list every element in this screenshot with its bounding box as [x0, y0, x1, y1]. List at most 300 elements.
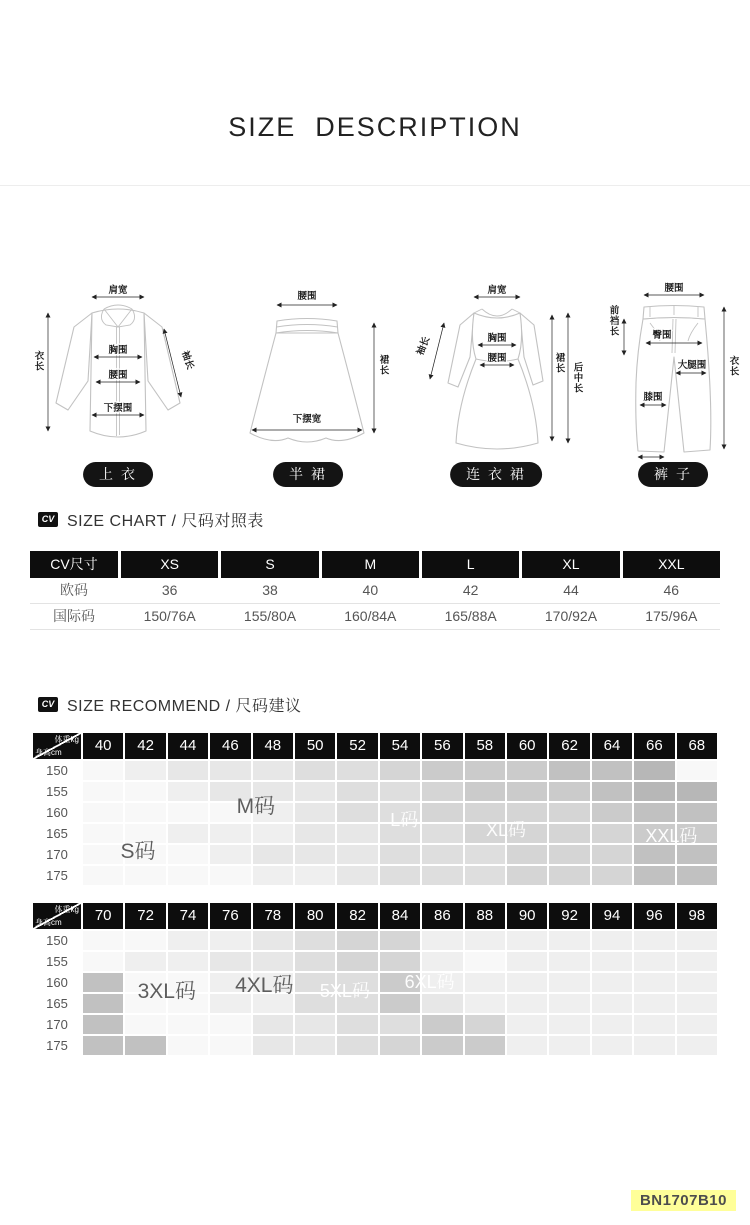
dress-skirt-length-label: 裙长: [553, 352, 565, 374]
garment-pill-top: 上 衣: [83, 462, 153, 487]
recommend-cell: [677, 782, 717, 801]
height-row-label: 155: [33, 952, 81, 971]
height-row-label: 175: [33, 1036, 81, 1055]
recommend-cell: [83, 761, 123, 780]
recommend-cell: [253, 761, 293, 780]
recommend-cell: [210, 845, 250, 864]
size-chart-row-label: 国际码: [53, 608, 95, 624]
weight-column-header: 88: [465, 903, 505, 929]
recommend-cell: [337, 803, 377, 822]
recommend-cell: [125, 782, 165, 801]
recommend-cell: [422, 1036, 462, 1055]
recommend-cell: [592, 845, 632, 864]
recommend-cell: [465, 824, 505, 843]
recommend-cell: [634, 1015, 674, 1034]
height-row-label: 175: [33, 866, 81, 885]
recommend-cell: [465, 845, 505, 864]
shirt-shoulder-label: 肩宽: [108, 285, 128, 296]
recommend-cell: [295, 1036, 335, 1055]
recommend-cell: [380, 866, 420, 885]
size-chart-cell: 42: [462, 582, 479, 598]
recommend-cell: [253, 931, 293, 950]
recommend-cell: [125, 994, 165, 1013]
size-chart-cell: 170/92A: [544, 608, 598, 624]
height-row-label: 160: [33, 973, 81, 992]
cv-brand-icon: CV: [38, 697, 58, 712]
recommend-cell: [83, 866, 123, 885]
recommend-cell: [592, 761, 632, 780]
recommend-cell: [677, 866, 717, 885]
size-chart-cell: 46: [663, 582, 680, 598]
weight-column-header: 92: [549, 903, 589, 929]
size-chart-cell: 40: [362, 582, 379, 598]
recommend-cell: [168, 973, 208, 992]
recommend-cell: [380, 931, 420, 950]
height-row-label: 170: [33, 1015, 81, 1034]
size-chart-cell: 155/80A: [243, 608, 297, 624]
recommend-cell: [337, 952, 377, 971]
height-row-label: 150: [33, 931, 81, 950]
weight-column-header: 84: [380, 903, 420, 929]
shirt-sleeve-label: 袖长: [179, 349, 196, 371]
recommend-cell: [465, 782, 505, 801]
weight-column-header: 94: [592, 903, 632, 929]
recommend-cell: [168, 782, 208, 801]
height-row-label: 165: [33, 994, 81, 1013]
cv-brand-icon: CV: [38, 512, 58, 527]
recommend-cell: [125, 1015, 165, 1034]
recommend-cell: [337, 824, 377, 843]
recommend-cell: [507, 973, 547, 992]
recommend-cell: [125, 761, 165, 780]
shirt-waist-label: 腰围: [108, 370, 128, 381]
recommend-cell: [422, 994, 462, 1013]
weight-column-header: 40: [83, 733, 123, 759]
recommend-cell: [677, 931, 717, 950]
corner-weight-label: 体重kg: [54, 735, 79, 744]
size-chart-row-label: 欧码: [60, 582, 88, 598]
recommend-cell: [380, 824, 420, 843]
recommend-cell: [380, 973, 420, 992]
recommend-cell: [422, 952, 462, 971]
weight-column-header: 78: [253, 903, 293, 929]
size-zone-label: 5XL码: [319, 980, 370, 1001]
height-row-label: 150: [33, 761, 81, 780]
recommend-grid-1: [33, 733, 717, 885]
recommend-cell: [380, 803, 420, 822]
recommend-cell: [253, 952, 293, 971]
recommend-cell: [507, 1015, 547, 1034]
recommend-cell: [380, 1036, 420, 1055]
recommend-cell: [465, 931, 505, 950]
height-row-label: 160: [33, 803, 81, 822]
recommend-cell: [549, 1036, 589, 1055]
recommend-cell: [168, 824, 208, 843]
weight-column-header: 70: [83, 903, 123, 929]
recommend-cell: [507, 952, 547, 971]
recommend-cell: [210, 866, 250, 885]
recommend-cell: [210, 761, 250, 780]
weight-column-header: 56: [422, 733, 462, 759]
recommend-cell: [549, 824, 589, 843]
recommend-cell: [295, 1015, 335, 1034]
shirt-bust-label: 胸围: [108, 345, 128, 356]
size-chart-column-header: XL: [522, 551, 619, 578]
recommend-cell: [465, 1015, 505, 1034]
size-zone-label: M码: [236, 795, 276, 819]
recommend-cell: [253, 782, 293, 801]
recommend-cell: [295, 994, 335, 1013]
recommend-cell: [380, 782, 420, 801]
weight-column-header: 66: [634, 733, 674, 759]
recommend-cell: [83, 782, 123, 801]
size-chart-section-header: [38, 508, 264, 531]
recommend-cell: [337, 994, 377, 1013]
pants-hip-label: 臀围: [652, 330, 672, 341]
size-chart-cell: 38: [262, 582, 278, 598]
skirt-hem-label: 下摆宽: [292, 414, 322, 425]
pants-diagram: [600, 283, 750, 461]
weight-column-header: 54: [380, 733, 420, 759]
shirt-left-sleeve: [56, 313, 92, 410]
recommend-cell: [295, 952, 335, 971]
size-chart-cell: 36: [161, 582, 178, 598]
recommend-cell: [422, 782, 462, 801]
weight-column-header: 82: [337, 903, 377, 929]
recommend-cell: [634, 866, 674, 885]
weight-column-header: 58: [465, 733, 505, 759]
size-chart-cell: 44: [563, 582, 579, 598]
recommend-cell: [422, 845, 462, 864]
recommend-cell: [634, 845, 674, 864]
size-chart-column-header: S: [221, 551, 318, 578]
grid-corner-cell: [33, 733, 81, 759]
top-divider: [0, 185, 750, 186]
recommend-cell: [83, 1015, 123, 1034]
size-chart-header-row: [30, 551, 720, 578]
recommend-cell: [549, 845, 589, 864]
recommend-cell: [253, 845, 293, 864]
recommend-cell: [549, 761, 589, 780]
dress-waist-label: 腰围: [487, 353, 507, 364]
recommend-cell: [634, 782, 674, 801]
shirt-hem-label: 下摆围: [103, 403, 133, 414]
pants-length-label: 衣长: [727, 355, 739, 377]
recommend-cell: [677, 824, 717, 843]
recommend-cell: [634, 1036, 674, 1055]
recommend-cell: [125, 866, 165, 885]
recommend-cell: [634, 824, 674, 843]
recommend-cell: [83, 931, 123, 950]
recommend-cell: [210, 973, 250, 992]
recommend-cell: [634, 931, 674, 950]
recommend-cell: [592, 782, 632, 801]
recommend-cell: [380, 845, 420, 864]
recommend-cell: [677, 952, 717, 971]
size-recommend-title: SIZE RECOMMEND / 尺码建议: [67, 698, 302, 715]
recommend-cell: [168, 994, 208, 1013]
weight-column-header: 50: [295, 733, 335, 759]
recommend-cell: [210, 952, 250, 971]
weight-column-header: 68: [677, 733, 717, 759]
recommend-cell: [253, 866, 293, 885]
recommend-cell: [422, 973, 462, 992]
garment-pill-dress: 连 衣 裙: [450, 462, 542, 487]
corner-height-label: 身高cm: [35, 748, 62, 757]
recommend-cell: [337, 1015, 377, 1034]
corner-weight-label: 体重kg: [54, 905, 79, 914]
recommend-cell: [422, 824, 462, 843]
size-chart-row: [30, 578, 720, 604]
size-chart-body: [30, 578, 720, 630]
recommend-cell: [210, 994, 250, 1013]
recommend-cell: [634, 973, 674, 992]
recommend-cell: [253, 1036, 293, 1055]
weight-column-header: 74: [168, 903, 208, 929]
page-title: SIZE DESCRIPTION: [228, 112, 522, 142]
skirt-waist-label: 腰围: [297, 291, 317, 302]
recommend-cell: [337, 866, 377, 885]
skirt-length-label: 裙长: [377, 354, 389, 376]
recommend-cell: [253, 803, 293, 822]
pants-thigh-label: 大腿围: [677, 360, 707, 371]
recommend-cell: [210, 1015, 250, 1034]
recommend-cell: [507, 931, 547, 950]
shirt-right-sleeve: [144, 313, 180, 410]
recommend-cell: [677, 845, 717, 864]
weight-column-header: 46: [210, 733, 250, 759]
recommend-cell: [83, 845, 123, 864]
recommend-cell: [549, 782, 589, 801]
recommend-cell: [634, 803, 674, 822]
dress-diagram: [412, 283, 587, 455]
recommend-cell: [210, 824, 250, 843]
size-chart-row: [30, 604, 720, 630]
recommend-cell: [83, 803, 123, 822]
weight-column-header: 86: [422, 903, 462, 929]
recommend-cell: [125, 973, 165, 992]
recommend-cell: [549, 952, 589, 971]
recommend-cell: [592, 973, 632, 992]
recommend-cell: [83, 824, 123, 843]
recommend-cell: [422, 1015, 462, 1034]
recommend-cell: [295, 973, 335, 992]
recommend-cell: [677, 1036, 717, 1055]
recommend-cell: [549, 931, 589, 950]
recommend-cell: [549, 803, 589, 822]
recommend-cell: [465, 994, 505, 1013]
recommend-cell: [465, 1036, 505, 1055]
size-chart-column-header: CV尺寸: [30, 551, 118, 578]
dress-shoulder-label: 肩宽: [487, 285, 507, 296]
size-chart-column-header: M: [322, 551, 419, 578]
recommend-cell: [125, 803, 165, 822]
shirt-length-label: 衣长: [32, 350, 44, 372]
recommend-cell: [677, 1015, 717, 1034]
pants-legs: [636, 318, 711, 453]
recommend-cell: [465, 803, 505, 822]
recommend-cell: [295, 845, 335, 864]
recommend-cell: [210, 931, 250, 950]
recommend-cell: [83, 973, 123, 992]
recommend-cell: [507, 994, 547, 1013]
size-chart-cell: 150/76A: [143, 608, 196, 624]
recommend-cell: [337, 782, 377, 801]
recommend-cell: [634, 994, 674, 1013]
recommend-cell: [592, 1015, 632, 1034]
recommend-cell: [465, 761, 505, 780]
recommend-cell: [380, 761, 420, 780]
recommend-cell: [549, 1015, 589, 1034]
weight-column-header: 44: [168, 733, 208, 759]
recommend-cell: [337, 1036, 377, 1055]
recommend-cell: [422, 931, 462, 950]
recommend-cell: [422, 761, 462, 780]
recommend-cell: [168, 1036, 208, 1055]
size-chart-cell: 175/96A: [645, 608, 698, 624]
recommend-cell: [83, 994, 123, 1013]
recommend-cell: [507, 1036, 547, 1055]
recommend-cell: [422, 803, 462, 822]
size-zone-label: L码: [390, 809, 419, 830]
recommend-cell: [380, 994, 420, 1013]
recommend-cell: [168, 845, 208, 864]
recommend-cell: [592, 803, 632, 822]
recommend-cell: [295, 782, 335, 801]
pants-knee-label: 膝围: [643, 392, 663, 403]
size-chart-cell: 165/88A: [444, 608, 497, 624]
recommend-cell: [592, 866, 632, 885]
recommend-cell: [168, 803, 208, 822]
recommend-cell: [422, 866, 462, 885]
recommend-cell: [295, 761, 335, 780]
recommend-cell: [83, 1036, 123, 1055]
size-zone-label: S码: [120, 840, 156, 864]
size-chart-table: [30, 551, 720, 630]
skirt-body: [250, 333, 364, 442]
recommend-cell: [549, 994, 589, 1013]
recommend-cell: [677, 973, 717, 992]
recommend-cell: [125, 931, 165, 950]
size-zone-label: 3XL码: [137, 979, 196, 1003]
recommend-cell: [295, 931, 335, 950]
recommend-cell: [465, 952, 505, 971]
recommend-cell: [253, 973, 293, 992]
recommend-cell: [83, 952, 123, 971]
recommend-cell: [168, 931, 208, 950]
size-chart-cell: 160/84A: [344, 608, 397, 624]
recommend-cell: [507, 803, 547, 822]
height-row-label: 170: [33, 845, 81, 864]
recommend-cell: [507, 824, 547, 843]
weight-column-header: 72: [125, 903, 165, 929]
recommend-cell: [677, 994, 717, 1013]
skirt-diagram: [222, 283, 392, 455]
recommend-cell: [253, 1015, 293, 1034]
recommend-cell: [210, 1036, 250, 1055]
size-zone-label: 4XL码: [235, 973, 294, 997]
garment-pill-skirt: 半 裙: [273, 462, 343, 487]
size-recommend-section-header: [38, 693, 302, 716]
recommend-cell: [337, 931, 377, 950]
recommend-cell: [592, 952, 632, 971]
size-zone-label: XL码: [485, 820, 527, 841]
recommend-cell: [168, 1015, 208, 1034]
recommend-cell: [125, 952, 165, 971]
recommend-cell: [295, 866, 335, 885]
recommend-cell: [592, 1036, 632, 1055]
weight-column-header: 42: [125, 733, 165, 759]
size-zone-label: 6XL码: [404, 972, 455, 993]
height-row-label: 165: [33, 824, 81, 843]
dress-bust-label: 胸围: [487, 333, 507, 344]
recommend-cell: [253, 824, 293, 843]
recommend-cell: [634, 952, 674, 971]
weight-column-header: 48: [253, 733, 293, 759]
dress-back-length-label: 后中长: [571, 362, 583, 394]
recommend-cell: [507, 761, 547, 780]
size-chart-column-header: XS: [121, 551, 218, 578]
recommend-cell: [168, 952, 208, 971]
size-chart-column-header: XXL: [623, 551, 720, 578]
pants-front-rise-label: 前裆长: [607, 305, 619, 337]
recommend-cell: [465, 866, 505, 885]
pants-waist-label: 腰围: [664, 283, 684, 294]
recommend-cell: [380, 952, 420, 971]
recommend-cell: [168, 866, 208, 885]
recommend-cell: [337, 973, 377, 992]
recommend-cell: [125, 1036, 165, 1055]
recommend-grid-2: [33, 903, 717, 1055]
height-row-label: 155: [33, 782, 81, 801]
recommend-cell: [337, 761, 377, 780]
recommend-cell: [125, 824, 165, 843]
corner-height-label: 身高cm: [35, 918, 62, 927]
recommend-cell: [549, 866, 589, 885]
size-zone-label: XXL码: [645, 825, 698, 846]
recommend-cell: [168, 761, 208, 780]
recommend-cell: [295, 803, 335, 822]
size-chart-title: SIZE CHART / 尺码对照表: [67, 513, 264, 530]
recommend-cell: [465, 973, 505, 992]
recommend-cell: [592, 931, 632, 950]
weight-column-header: 80: [295, 903, 335, 929]
weight-column-header: 90: [507, 903, 547, 929]
weight-column-header: 98: [677, 903, 717, 929]
recommend-cell: [125, 845, 165, 864]
weight-column-header: 76: [210, 903, 250, 929]
weight-column-header: 62: [549, 733, 589, 759]
dress-sleeve-label: 袖长: [415, 335, 433, 357]
recommend-cell: [592, 824, 632, 843]
weight-column-header: 52: [337, 733, 377, 759]
product-code-badge: BN1707B10: [631, 1190, 736, 1211]
recommend-cell: [592, 994, 632, 1013]
recommend-cell: [507, 845, 547, 864]
recommend-cell: [677, 803, 717, 822]
recommend-cell: [677, 761, 717, 780]
grid-corner-cell: [33, 903, 81, 929]
shirt-diagram: [30, 283, 206, 455]
recommend-cell: [253, 994, 293, 1013]
recommend-cell: [210, 782, 250, 801]
recommend-cell: [337, 845, 377, 864]
size-chart-column-header: L: [422, 551, 519, 578]
weight-column-header: 60: [507, 733, 547, 759]
recommend-cell: [210, 803, 250, 822]
recommend-cell: [295, 824, 335, 843]
recommend-cell: [634, 761, 674, 780]
